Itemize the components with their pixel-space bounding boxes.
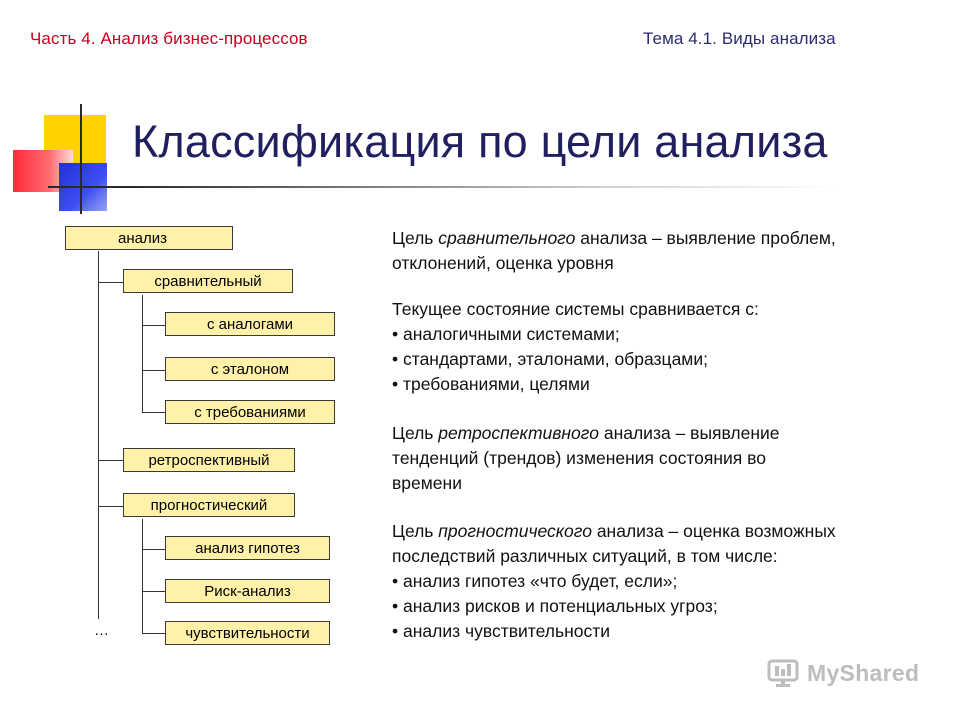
presentation-screen-icon xyxy=(767,658,801,688)
connector-comparative xyxy=(98,282,124,283)
node-prognostic: прогностический xyxy=(123,493,295,517)
list-item: • анализ чувствительности xyxy=(392,619,836,644)
em-retrospective: ретроспективного xyxy=(438,423,599,443)
node-with-analogs: с аналогами xyxy=(165,312,335,336)
connector-retrospective xyxy=(98,460,124,461)
decor-horizontal-line xyxy=(48,186,838,188)
list-item: • требованиями, целями xyxy=(392,372,759,397)
prognostic-methods-list xyxy=(392,569,836,644)
comparison-targets-list xyxy=(392,322,759,397)
node-retrospective: ретроспективный xyxy=(123,448,295,472)
list-item: • анализ гипотез «что будет, если»; xyxy=(392,569,836,594)
node-with-requirements: с требованиями xyxy=(165,400,335,424)
connector-risk xyxy=(142,591,166,592)
node-hypotheses-analysis: анализ гипотез xyxy=(165,536,330,560)
list-item: • аналогичными системами; xyxy=(392,322,759,347)
node-with-standard: с эталоном xyxy=(165,357,335,381)
connector-requirements xyxy=(142,412,166,413)
tree-trunk-line xyxy=(98,251,99,619)
decor-vertical-line xyxy=(80,104,82,214)
node-comparative: сравнительный xyxy=(123,269,293,293)
connector-standard xyxy=(142,370,166,371)
header-part-title: Часть 4. Анализ бизнес-процессов xyxy=(30,29,308,48)
node-analysis: анализ xyxy=(65,226,233,250)
header-topic-title: Тема 4.1. Виды анализа xyxy=(643,29,836,48)
tree-ellipsis: … xyxy=(94,622,109,639)
myshared-logo xyxy=(767,656,919,690)
connector-prognostic xyxy=(98,506,124,507)
prognostic-branch-line xyxy=(142,519,143,634)
paragraph-retrospective: Цель ретроспективного анализа – выявление тенденций (трендов) изменения состояния во времени xyxy=(392,423,780,493)
node-risk-analysis: Риск-анализ xyxy=(165,579,330,603)
logo-text: MyShared xyxy=(807,659,920,686)
connector-hypotheses xyxy=(142,549,166,550)
comparative-branch-line xyxy=(142,295,143,413)
list-item: • анализ рисков и потенциальных угроз; xyxy=(392,594,836,619)
paragraph-prognostic: Цель прогностического анализа – оценка возможных последствий различных ситуаций, в том числе: • анализ гипотез «что будет, если»; • анализ рисков и потенциальных угроз; • анализ чувствительности xyxy=(392,519,836,644)
em-comparative: сравнительного xyxy=(438,228,576,248)
paragraph-comparative: Цель сравнительного анализа – выявление проблем, отклонений, оценка уровня xyxy=(392,228,836,273)
list-item: • стандартами, эталонами, образцами; xyxy=(392,347,759,372)
connector-sensitivity xyxy=(142,633,166,634)
connector-analogs xyxy=(142,325,166,326)
slide-title: Классификация по цели анализа xyxy=(132,116,828,167)
node-sensitivity: чувствительности xyxy=(165,621,330,645)
em-prognostic: прогностического xyxy=(438,521,592,541)
paragraph-comparison-targets: Текущее состояние системы сравнивается с: • аналогичными системами; • стандартами, эталонами, образцами; • требованиями, целями xyxy=(392,297,759,397)
